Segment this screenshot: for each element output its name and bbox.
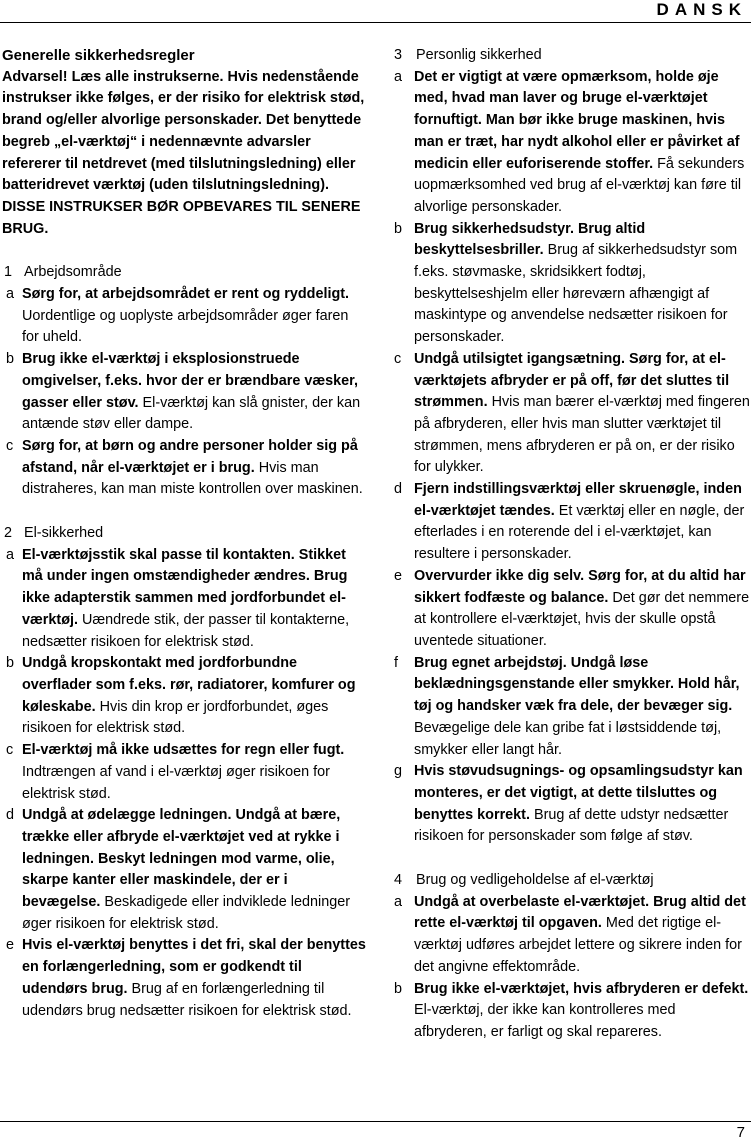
right-column bbox=[394, 45, 751, 1044]
section-heading: 4 Brug og vedligeholdelse af el-værktøj bbox=[394, 872, 654, 889]
list-item: b Brug ikke el-værktøjet, hvis afbryderen er defekt. El-værktøj, der ikke kan kontrolleres med afbryderen, er farligt og skal repareres. bbox=[394, 980, 749, 1040]
list-item: a Sørg for, at arbejdsområdet er rent og ryddeligt. Uordentlige og uoplyste arbejdsområder øger faren for uheld. bbox=[6, 286, 350, 346]
left-column bbox=[2, 45, 368, 1022]
list-item: b Undgå kropskontakt med jordforbundne overflader som f.eks. rør, radiatorer, komfurer og køleskabe. Hvis din krop er jordforbundet, øges risikoen for elektrisk stød. bbox=[6, 655, 356, 737]
list-item: b Brug sikkerhedsudstyr. Brug altid beskyttelsesbriller. Brug af sikkerhedsudstyr som f.eks. støvmaske, skridsikkert fodtøj, beskyttelseshjelm eller høreværn afhængigt af maskintype og anvendelse nedsætter risikoen for personskader. bbox=[394, 220, 738, 346]
list-item: d Undgå at ødelægge ledningen. Undgå at bære, trække eller afbryde el-værktøjet ved at rykke i ledningen. Beskyt ledningen mod varme, olie, skarpe kanter eller maskindele, der er i bevægelse. Beskadigede eller indviklede ledninger øger risikoen for elektrisk stød. bbox=[6, 807, 350, 932]
intro-warning: Advarsel! Læs alle instrukserne. Hvis nedenstående instrukser ikke følges, er der risiko for elektrisk stød, brand og/eller alvorlige personskader. Det benyttede begreb „el-værktøj“ i nedennævnte advarsler refererer til netdrevet (med tilslutningsledning) eller batteridrevet værktøj (uden tilslutningsledning). DISSE INSTRUKSER BØR OPBEVARES TIL SENERE BRUG. bbox=[2, 68, 365, 237]
header-rule bbox=[0, 22, 751, 23]
list-item: b Brug ikke el-værktøj i eksplosionstruede omgivelser, f.eks. hvor der er brændbare væsker, gasser eller støv. El-værktøj kan slå gnister, der kan antænde støv eller dampe. bbox=[6, 351, 361, 433]
section-heading: 3 Personlig sikkerhed bbox=[394, 47, 542, 63]
list-item: a El-værktøjsstik skal passe til kontakten. Stikket må under ingen omstændigheder ændres. Brug ikke adapterstik sammen med jordforbundet el-værktøj. Uændrede stik, der passer til kontakterne, nedsætter risikoen for elektrisk stød. bbox=[6, 546, 350, 650]
section-heading: 2 El-sikkerhed bbox=[4, 525, 104, 542]
section-heading: 1 Arbejdsområde bbox=[4, 264, 122, 281]
list-item: a Undgå at overbelaste el-værktøjet. Brug altid det rette el-værktøj til opgaven. Med det rigtige el-værktøj udføres arbejdet lettere og sikrere inden for det angivne effektområde. bbox=[394, 893, 746, 975]
page-title: Generelle sikkerhedsregler bbox=[2, 47, 195, 64]
list-item: a Det er vigtigt at være opmærksom, holde øje med, hvad man laver og bruge el-værktøjet fornuftigt. Man bør ikke bruge maskinen, hvis man er træt, har nydt alkohol eller er påvirket af medicin eller euforiserende stoffer. Få sekunders uopmærksomhed ved brug af el-værktøj kan føre til alvorlige personskader. bbox=[394, 68, 745, 215]
list-item: c Sørg for, at børn og andre personer holder sig på afstand, når el-værktøjet er i brug. Hvis man distraheres, kan man miste kontrollen over maskinen. bbox=[6, 437, 363, 498]
page-number: 7 bbox=[736, 1124, 745, 1141]
language-header: DANSK bbox=[656, 0, 747, 19]
list-item: c El-værktøj må ikke udsættes for regn eller fugt. Indtrængen af vand i el-værktøj øger risikoen for elektrisk stød. bbox=[6, 742, 345, 802]
footer-rule bbox=[0, 1121, 751, 1122]
list-item: f Brug egnet arbejdstøj. Undgå løse beklædningsgenstande eller smykker. Hold hår, tøj og handsker væk fra dele, der bevæger sig. Bevægelige dele kan gribe fat i løstsiddende tøj, smykker eller langt hår. bbox=[394, 654, 740, 758]
list-item: e Hvis el-værktøj benyttes i det fri, skal der benyttes en forlængerledning, som er godkendt til udendørs brug. Brug af en forlængerledning til udendørs brug nedsætter risikoen for elektrisk stød. bbox=[6, 937, 366, 1019]
list-item: c Undgå utilsigtet igangsætning. Sørg for, at el-værktøjets afbryder er på off, før det sluttes til strømmen. Hvis man bærer el-værktøj med fingeren på afbryderen, eller hvis man slutter værktøjet til strømmen, mens afbryderen er på on, er der risiko for ulykker. bbox=[394, 350, 750, 476]
list-item: d Fjern indstillingsværktøj eller skruenøgle, inden el-værktøjet tændes. Et værktøj eller en nøgle, der efterlades i en roterende del i el-værktøjet, kan resultere i personskader. bbox=[394, 481, 745, 563]
list-item: e Overvurder ikke dig selv. Sørg for, at du altid har sikkert fodfæste og balance. Det gør det nemmere at kontrollere el-værktøjet, hvis der skulle opstå uventede situationer. bbox=[394, 567, 750, 649]
list-item: g Hvis støvudsugnings- og opsamlingsudstyr kan monteres, er det vigtigt, at dette tilsluttes og benyttes korrekt. Brug af dette udstyr nedsætter risikoen for personskader som følge af støv. bbox=[394, 763, 743, 845]
